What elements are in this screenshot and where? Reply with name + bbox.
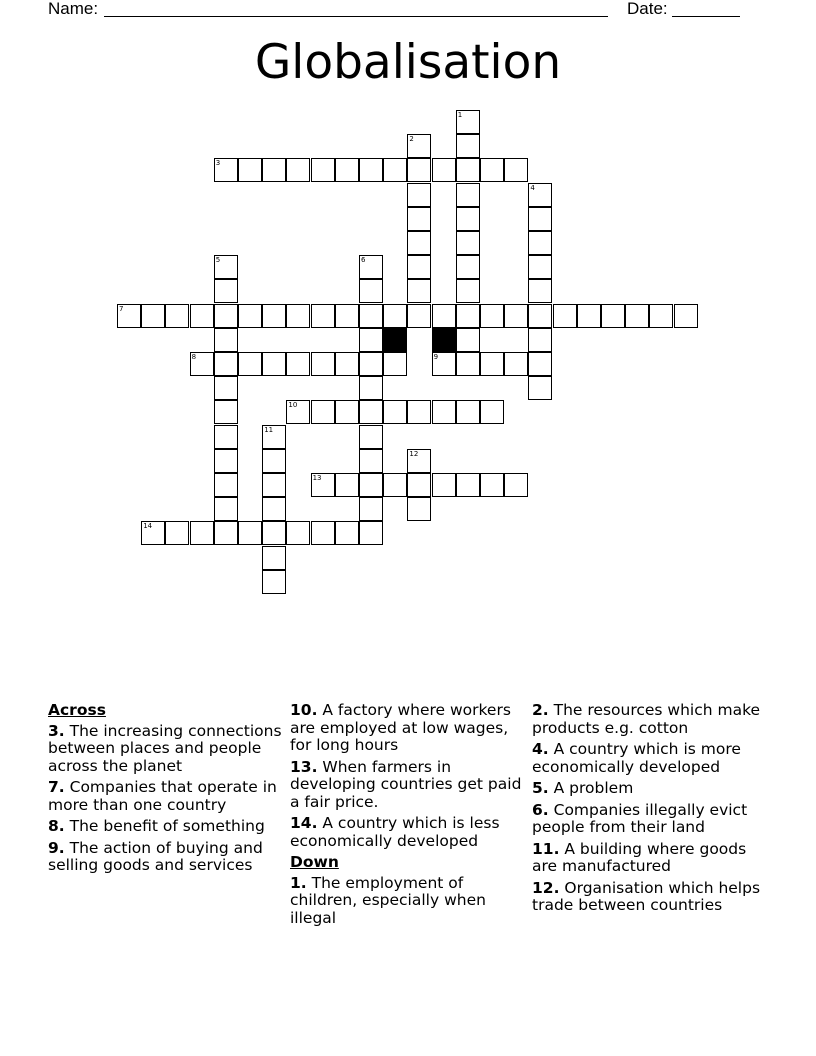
grid-cell[interactable] [190, 521, 214, 545]
clues-column-3 [532, 702, 772, 919]
grid-cell[interactable] [359, 473, 383, 497]
grid-cell[interactable] [238, 352, 262, 376]
grid-cell[interactable] [407, 449, 431, 473]
grid-cell[interactable] [141, 304, 165, 328]
grid-cell[interactable] [238, 521, 262, 545]
grid-cell[interactable] [601, 304, 625, 328]
grid-cell[interactable] [456, 207, 480, 231]
grid-cell[interactable] [432, 400, 456, 424]
grid-cell[interactable] [238, 158, 262, 182]
grid-cell[interactable] [214, 473, 238, 497]
grid-cell[interactable] [456, 183, 480, 207]
clue-across-9: 9. The action of buying and selling goods and services [48, 838, 263, 874]
grid-cell[interactable] [262, 546, 286, 570]
grid-cell[interactable] [528, 352, 552, 376]
grid-cell[interactable] [214, 497, 238, 521]
grid-cell[interactable] [553, 304, 577, 328]
grid-cell[interactable] [262, 570, 286, 594]
cell-number: 14 [143, 522, 153, 531]
grid-cell[interactable] [262, 521, 286, 545]
grid-cell[interactable] [214, 449, 238, 473]
grid-cell[interactable] [335, 521, 359, 545]
black-square [383, 328, 407, 352]
clues-column-2 [290, 702, 528, 931]
grid-cell[interactable] [214, 352, 238, 376]
grid-cell[interactable] [383, 158, 407, 182]
grid-cell[interactable] [407, 207, 431, 231]
grid-cell[interactable] [407, 304, 431, 328]
grid-cell[interactable] [311, 521, 335, 545]
grid-cell[interactable] [480, 473, 504, 497]
grid-cell[interactable] [335, 473, 359, 497]
grid-cell[interactable] [480, 304, 504, 328]
grid-cell[interactable] [528, 231, 552, 255]
clue-down-2: 2. The resources which make products e.g. cotton [532, 701, 761, 737]
black-square [432, 328, 456, 352]
grid-cell[interactable] [214, 521, 238, 545]
grid-cell[interactable] [674, 304, 698, 328]
cell-number: 8 [191, 353, 197, 361]
grid-cell[interactable] [407, 255, 431, 279]
grid-cell[interactable] [383, 473, 407, 497]
grid-cell[interactable] [456, 279, 480, 303]
grid-cell[interactable] [456, 473, 480, 497]
grid-cell[interactable] [359, 255, 383, 279]
grid-cell[interactable] [286, 521, 310, 545]
cell-number: 12 [409, 449, 419, 458]
grid-cell[interactable] [456, 110, 480, 134]
grid-cell[interactable] [407, 473, 431, 497]
grid-cell[interactable] [262, 425, 286, 449]
down-heading: Down [290, 853, 339, 871]
grid-cell[interactable] [504, 473, 528, 497]
grid-cell[interactable] [625, 304, 649, 328]
grid-cell[interactable] [311, 352, 335, 376]
grid-cell[interactable] [359, 449, 383, 473]
cell-number: 1 [457, 111, 463, 119]
grid-cell[interactable] [528, 376, 552, 400]
grid-cell[interactable] [214, 328, 238, 352]
clue-across-14: 14. A country which is less economically developed [290, 814, 500, 850]
grid-cell[interactable] [335, 400, 359, 424]
grid-cell[interactable] [214, 255, 238, 279]
grid-cell[interactable] [480, 158, 504, 182]
grid-cell[interactable] [480, 400, 504, 424]
grid-cell[interactable] [528, 304, 552, 328]
grid-cell[interactable] [359, 304, 383, 328]
across-heading: Across [48, 701, 106, 719]
grid-cell[interactable] [528, 255, 552, 279]
clue-down-4: 4. A country which is more economically developed [532, 740, 741, 776]
grid-cell[interactable] [286, 158, 310, 182]
clue-across-10: 10. A factory where workers are employed at low wages, for long hours [290, 701, 511, 754]
clue-across-8: 8. The benefit of something [48, 817, 265, 835]
name-label: Name: [48, 0, 99, 18]
grid-cell[interactable] [528, 207, 552, 231]
grid-cell[interactable] [456, 400, 480, 424]
grid-cell[interactable] [262, 158, 286, 182]
grid-cell[interactable] [311, 473, 335, 497]
cell-number: 3 [215, 159, 221, 168]
cell-number: 5 [215, 256, 221, 265]
grid-cell[interactable] [359, 279, 383, 303]
cell-number: 10 [288, 401, 298, 410]
grid-cell[interactable] [456, 304, 480, 328]
grid-cell[interactable] [214, 400, 238, 424]
grid-cell[interactable] [359, 328, 383, 352]
cell-number: 6 [361, 256, 366, 265]
grid-cell[interactable] [407, 279, 431, 303]
grid-cell[interactable] [383, 352, 407, 376]
clue-down-5: 5. A problem [532, 779, 634, 797]
clue-down-6: 6. Companies illegally evict people from their land [532, 800, 748, 836]
grid-cell[interactable] [214, 425, 238, 449]
grid-cell[interactable] [141, 521, 165, 545]
clue-across-13: 13. When farmers in developing countries get paid a fair price. [290, 757, 522, 811]
grid-cell[interactable] [432, 158, 456, 182]
grid-cell[interactable] [359, 521, 383, 545]
grid-cell[interactable] [456, 328, 480, 352]
grid-cell[interactable] [117, 304, 141, 328]
grid-cell[interactable] [359, 376, 383, 400]
clue-down-1: 1. The employment of children, especially when illegal [290, 873, 486, 927]
grid-cell[interactable] [407, 497, 431, 521]
grid-cell[interactable] [407, 183, 431, 207]
cell-number: 4 [530, 183, 535, 192]
grid-cell[interactable] [311, 400, 335, 424]
grid-cell[interactable] [456, 255, 480, 279]
grid-cell[interactable] [528, 279, 552, 303]
cell-number: 7 [119, 304, 124, 313]
grid-cell[interactable] [262, 449, 286, 473]
grid-cell[interactable] [432, 473, 456, 497]
grid-cell[interactable] [359, 497, 383, 521]
clue-down-12: 12. Organisation which helps trade between countries [532, 878, 761, 914]
grid-cell[interactable] [359, 425, 383, 449]
clue-down-11: 11. A building where goods are manufactured [532, 839, 747, 875]
grid-cell[interactable] [359, 400, 383, 424]
grid-cell[interactable] [190, 304, 214, 328]
grid-cell[interactable] [407, 231, 431, 255]
grid-cell[interactable] [480, 352, 504, 376]
grid-cell[interactable] [311, 158, 335, 182]
grid-cell[interactable] [383, 400, 407, 424]
grid-cell[interactable] [335, 352, 359, 376]
grid-cell[interactable] [262, 304, 286, 328]
grid-cell[interactable] [383, 304, 407, 328]
grid-cell[interactable] [407, 400, 431, 424]
grid-cell[interactable] [262, 473, 286, 497]
grid-cell[interactable] [432, 352, 456, 376]
grid-cell[interactable] [335, 158, 359, 182]
grid-cell[interactable] [262, 497, 286, 521]
grid-cell[interactable] [577, 304, 601, 328]
grid-cell[interactable] [359, 158, 383, 182]
clue-across-3: 3. The increasing connections between places and people across the planet [48, 721, 282, 775]
page-title: Globalisation [254, 35, 562, 90]
cell-number: 13 [312, 474, 322, 482]
grid-cell[interactable] [649, 304, 673, 328]
grid-cell[interactable] [286, 400, 310, 424]
grid-cell[interactable] [456, 352, 480, 376]
grid-cell[interactable] [456, 158, 480, 182]
grid-cell[interactable] [528, 328, 552, 352]
grid-cell[interactable] [286, 304, 310, 328]
grid-cell[interactable] [214, 158, 238, 182]
cell-number: 9 [433, 353, 439, 361]
grid-cell[interactable] [238, 304, 262, 328]
cell-number: 11 [264, 425, 274, 434]
grid-cell[interactable] [407, 134, 431, 158]
grid-cell[interactable] [528, 183, 552, 207]
grid-cell[interactable] [456, 134, 480, 158]
grid-cell[interactable] [286, 352, 310, 376]
date-label: Date: [627, 0, 668, 18]
clue-across-7: 7. Companies that operate in more than one country [48, 778, 277, 814]
grid-cell[interactable] [165, 304, 189, 328]
grid-cell[interactable] [359, 352, 383, 376]
grid-cell[interactable] [190, 352, 214, 376]
grid-cell[interactable] [456, 231, 480, 255]
cell-number: 2 [409, 135, 414, 144]
grid-cell[interactable] [214, 376, 238, 400]
grid-cell[interactable] [165, 521, 189, 545]
grid-cell[interactable] [504, 304, 528, 328]
grid-cell[interactable] [214, 304, 238, 328]
grid-cell[interactable] [311, 304, 335, 328]
grid-cell[interactable] [504, 352, 528, 376]
grid-cell[interactable] [432, 304, 456, 328]
grid-cell[interactable] [407, 158, 431, 182]
grid-cell[interactable] [335, 304, 359, 328]
clues-column-1 [48, 702, 284, 879]
grid-cell[interactable] [504, 158, 528, 182]
grid-cell[interactable] [262, 352, 286, 376]
grid-cell[interactable] [214, 279, 238, 303]
